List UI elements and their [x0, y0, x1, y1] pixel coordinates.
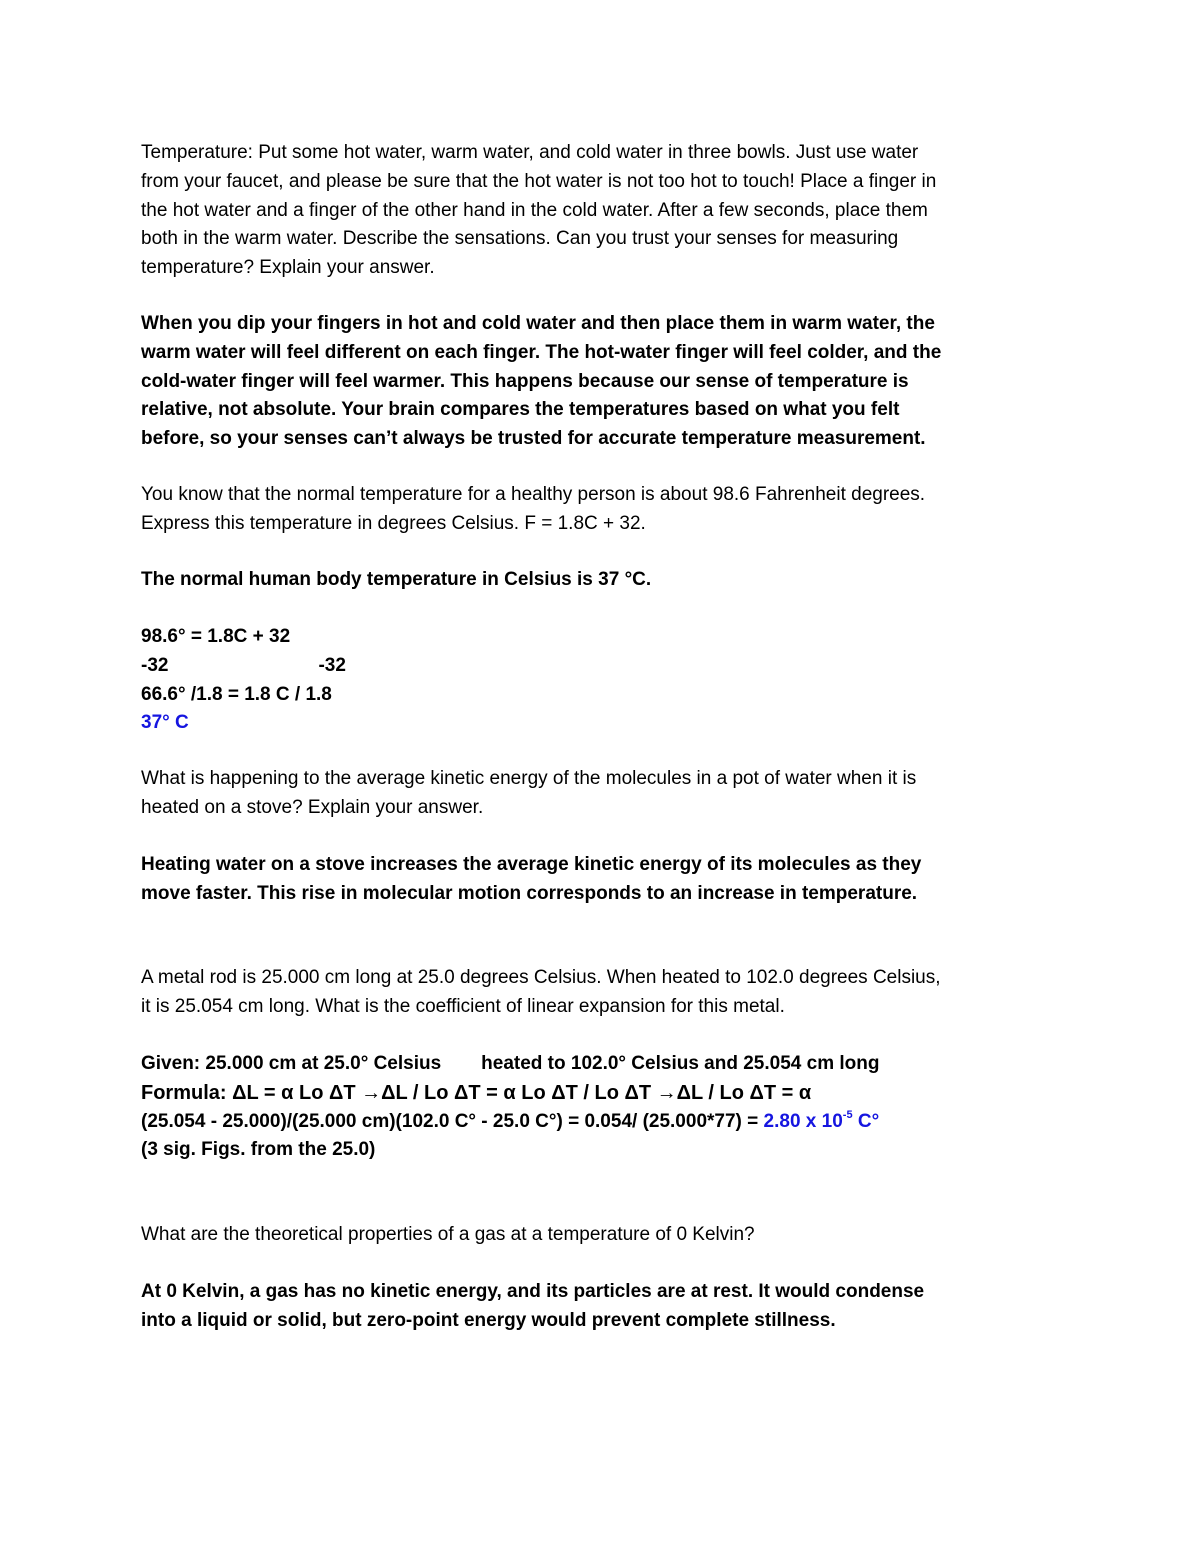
- answer-body-temperature: [141, 566, 1071, 595]
- question-line: You know that the normal temperature for a healthy person is about 98.6 Fahrenheit degrees.: [141, 484, 926, 505]
- formula-line: Formula: ΔL = α Lo ΔT →ΔL / Lo ΔT = α Lo ΔT / Lo ΔT →ΔL / Lo ΔT = α: [141, 1081, 812, 1104]
- answer-kinetic-energy: [141, 851, 1071, 909]
- answer-line: warm water will feel different on each finger. The hot-water finger will feel colder, and the: [141, 341, 942, 363]
- question-line: heated on a stove? Explain your answer.: [141, 796, 484, 818]
- question-line: What are the theoretical properties of a gas at a temperature of 0 Kelvin?: [141, 1224, 755, 1245]
- work-result: 37° C: [141, 712, 189, 734]
- question-line: Express this temperature in degrees Celsius. F = 1.8C + 32.: [141, 512, 646, 534]
- question-temperature-senses: [141, 139, 1071, 283]
- given-heated: heated to 102.0° Celsius and 25.054 cm long: [481, 1053, 880, 1074]
- question-line: the hot water and a finger of the other hand in the cold water. After a few seconds, place them: [141, 199, 928, 221]
- answer-zero-kelvin: [141, 1278, 1071, 1336]
- given-line: [141, 1050, 1071, 1079]
- given-initial: Given: 25.000 cm at 25.0° Celsius: [141, 1053, 442, 1074]
- calculation-text: (25.054 - 25.000)/(25.000 cm)(102.0 C° - 25.0 C°) = 0.054/ (25.000*77) =: [141, 1110, 764, 1132]
- work-line: 66.6° /1.8 = 1.8 C / 1.8: [141, 683, 332, 705]
- calculation-result: [764, 1111, 880, 1132]
- result-unit: C°: [852, 1110, 880, 1132]
- answer-line: cold-water finger will feel warmer. This happens because our sense of temperature is: [141, 370, 909, 392]
- answer-linear-expansion: [141, 1050, 1071, 1165]
- answer-line: into a liquid or solid, but zero-point energy would prevent complete stillness.: [141, 1309, 836, 1331]
- answer-line: move faster. This rise in molecular motion corresponds to an increase in temperature.: [141, 882, 918, 904]
- question-line: Temperature: Put some hot water, warm water, and cold water in three bowls. Just use water: [141, 142, 919, 163]
- question-body-temperature: [141, 481, 1071, 539]
- answer-line: At 0 Kelvin, a gas has no kinetic energy, and its particles are at rest. It would condense: [141, 1281, 925, 1302]
- question-linear-expansion: [141, 964, 1071, 1022]
- answer-line: before, so your senses can’t always be trusted for accurate temperature measurement.: [141, 428, 926, 450]
- question-line: temperature? Explain your answer.: [141, 257, 435, 279]
- work-subtract-right: -32: [318, 654, 346, 676]
- answer-temperature-senses: [141, 310, 1071, 454]
- sig-figs-note: (3 sig. Figs. from the 25.0): [141, 1139, 376, 1161]
- question-line: both in the warm water. Describe the sensations. Can you trust your senses for measuring: [141, 228, 899, 250]
- calculation-line: [141, 1108, 1071, 1137]
- question-line: from your faucet, and please be sure that the hot water is not too hot to touch! Place a finger in: [141, 170, 937, 192]
- work-subtract-left: -32: [141, 654, 169, 676]
- result-exponent: -5: [842, 1109, 853, 1122]
- answer-line: When you dip your fingers in hot and cold water and then place them in warm water, the: [141, 313, 935, 334]
- question-line: What is happening to the average kinetic energy of the molecules in a pot of water when it is: [141, 768, 917, 789]
- answer-work: [141, 623, 1071, 738]
- answer-line: Heating water on a stove increases the average kinetic energy of its molecules as they: [141, 854, 922, 875]
- work-line: [141, 652, 1071, 681]
- question-kinetic-energy: [141, 765, 1071, 823]
- answer-statement: The normal human body temperature in Celsius is 37 °C.: [141, 569, 652, 590]
- question-zero-kelvin: [141, 1221, 1071, 1250]
- result-base: 2.80 x 10: [763, 1110, 843, 1132]
- question-line: A metal rod is 25.000 cm long at 25.0 degrees Celsius. When heated to 102.0 degrees Celsius,: [141, 967, 941, 988]
- answer-line: relative, not absolute. Your brain compares the temperatures based on what you felt: [141, 399, 900, 421]
- work-line: 98.6° = 1.8C + 32: [141, 626, 291, 647]
- question-line: it is 25.054 cm long. What is the coefficient of linear expansion for this metal.: [141, 995, 785, 1017]
